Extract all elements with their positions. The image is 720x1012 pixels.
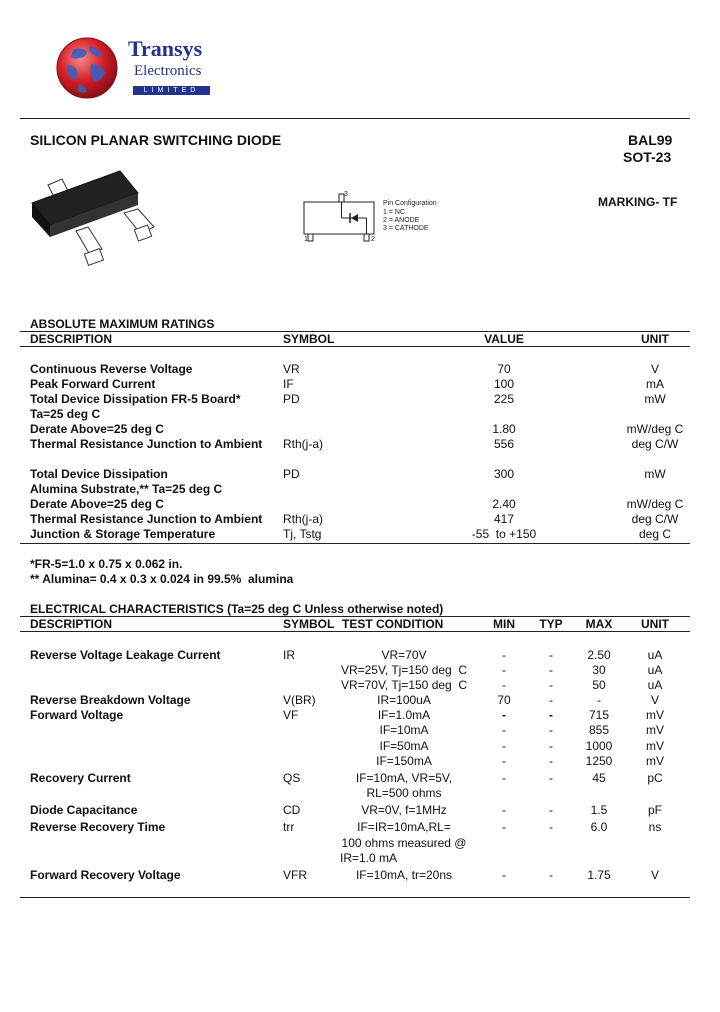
elec-row-typ: -: [549, 739, 553, 753]
elec-row-cond: IF=50mA: [379, 739, 429, 753]
elec-row-typ: -: [549, 771, 553, 785]
elec-row-max: 1.5: [590, 803, 608, 817]
abs-row-desc: Total Device Dissipation FR-5 Board*: [30, 392, 241, 406]
pin-config-heading: Pin Configuration: [383, 200, 437, 207]
abs-row-sym: PD: [283, 392, 300, 406]
elec-row-desc: Reverse Recovery Time: [30, 820, 166, 834]
elec-row-typ: -: [549, 820, 553, 834]
abs-col-symbol: SYMBOL: [283, 332, 335, 346]
brand-name: Transys: [128, 36, 203, 61]
elec-row-typ: -: [549, 868, 553, 882]
elec-row-desc: Diode Capacitance: [30, 803, 138, 817]
pin3-label: 3: [344, 191, 348, 198]
abs-row-val: 225: [493, 392, 515, 406]
elec-row-cond: IF=150mA: [376, 754, 432, 768]
abs-col-unit: UNIT: [641, 332, 669, 346]
elec-row-unit: V: [650, 868, 659, 882]
elec-row-max: 1.75: [587, 868, 611, 882]
elec-row-desc: Forward Voltage: [30, 708, 124, 722]
elec-row-max: 855: [588, 723, 610, 737]
abs-row-val: 1.80: [492, 422, 516, 436]
page-title: SILICON PLANAR SWITCHING DIODE: [30, 132, 282, 148]
elec-row-max: 1250: [585, 754, 613, 768]
elec-row-cond: IF=10mA: [379, 723, 429, 737]
elec-row-cond: IR=1.0 mA: [340, 851, 398, 865]
abs-row-val: 556: [493, 437, 515, 451]
sot23-package-icon: [28, 165, 158, 275]
elec-rule-header: [20, 631, 690, 632]
elec-row-cond: VR=25V, Tj=150 deg C: [340, 663, 468, 677]
abs-row-unit: V: [650, 362, 659, 376]
abs-row-sym: IF: [283, 377, 294, 391]
elec-row-typ: -: [549, 708, 553, 722]
elec-row-max: 50: [592, 678, 606, 692]
abs-row-desc: Ta=25 deg C: [30, 407, 101, 421]
abs-row-val: 100: [493, 377, 515, 391]
elec-col-symbol: SYMBOL: [283, 617, 335, 631]
elec-row-cond: IF=1.0mA: [377, 708, 431, 722]
abs-row-unit: deg C/W: [631, 512, 679, 526]
abs-row-sym: VR: [283, 362, 300, 376]
elec-row-min: -: [502, 648, 506, 662]
abs-col-value: VALUE: [484, 332, 524, 346]
elec-row-unit: ns: [648, 820, 662, 834]
package-name: SOT-23: [623, 149, 672, 165]
elec-row-cond: IF=IR=10mA,RL=: [357, 820, 451, 834]
abs-row-unit: mW: [644, 392, 666, 406]
elec-row-min: -: [502, 739, 506, 753]
abs-row-unit: mW/deg C: [626, 497, 684, 511]
elec-row-unit: pC: [647, 771, 663, 785]
elec-row-cond: VR=0V, f=1MHz: [361, 803, 447, 817]
elec-row-unit: mV: [646, 754, 664, 768]
abs-row-desc: Derate Above=25 deg C: [30, 422, 164, 436]
elec-row-min: -: [502, 820, 506, 834]
pin-diagram: [298, 190, 378, 246]
elec-row-cond: VR=70V: [381, 648, 427, 662]
elec-row-min: -: [502, 663, 506, 677]
abs-row-unit: deg C/W: [631, 437, 679, 451]
elec-row-unit: mV: [646, 723, 664, 737]
abs-max-rule-header: [20, 346, 690, 347]
footnote: ** Alumina= 0.4 x 0.3 x 0.024 in 99.5% alumina: [30, 572, 294, 586]
elec-row-min: -: [502, 708, 506, 722]
elec-row-typ: -: [549, 678, 553, 692]
elec-row-max: 6.0: [590, 820, 608, 834]
brand-tag: LIMITED: [133, 86, 210, 95]
elec-heading: ELECTRICAL CHARACTERISTICS (Ta=25 deg C Unless otherwise noted): [30, 602, 444, 616]
elec-row-desc: Recovery Current: [30, 771, 131, 785]
elec-row-min: -: [502, 771, 506, 785]
elec-row-cond: RL=500 ohms: [366, 786, 442, 800]
elec-row-min: -: [502, 868, 506, 882]
abs-row-desc: Derate Above=25 deg C: [30, 497, 164, 511]
elec-row-typ: -: [549, 723, 553, 737]
abs-row-desc: Total Device Dissipation: [30, 467, 168, 481]
abs-max-heading: ABSOLUTE MAXIMUM RATINGS: [30, 317, 215, 331]
elec-col-typ: TYP: [539, 617, 563, 631]
elec-row-max: -: [597, 693, 601, 707]
elec-row-sym: trr: [283, 820, 295, 834]
elec-row-desc: Reverse Breakdown Voltage: [30, 693, 191, 707]
abs-row-val: 2.40: [492, 497, 516, 511]
abs-row-unit: mW: [644, 467, 666, 481]
elec-rule-bottom: [20, 897, 690, 898]
elec-col-description: DESCRIPTION: [30, 617, 113, 631]
abs-row-unit: mW/deg C: [626, 422, 684, 436]
pin1-label: 1: [304, 236, 308, 243]
elec-row-unit: uA: [647, 678, 663, 692]
elec-row-min: -: [502, 803, 506, 817]
brand-sub: Electronics: [134, 63, 202, 79]
elec-row-unit: mV: [646, 708, 664, 722]
elec-col-unit: UNIT: [641, 617, 669, 631]
elec-row-unit: mV: [646, 739, 664, 753]
abs-row-val: 417: [493, 512, 515, 526]
abs-row-val: 300: [493, 467, 515, 481]
elec-row-desc: Reverse Voltage Leakage Current: [30, 648, 221, 662]
abs-row-sym: PD: [283, 467, 300, 481]
header-rule: [20, 118, 690, 119]
elec-row-unit: V: [650, 693, 659, 707]
marking-code: MARKING- TF: [598, 195, 678, 209]
elec-row-typ: -: [549, 754, 553, 768]
elec-row-unit: uA: [647, 663, 663, 677]
diode-schematic-icon: [298, 190, 378, 246]
abs-row-sym: Rth(j-a): [283, 512, 324, 526]
abs-row-desc: Junction & Storage Temperature: [30, 527, 216, 541]
pin-config-line: 3 = CATHODE: [383, 225, 429, 232]
elec-row-typ: -: [549, 648, 553, 662]
pin-config-line: 2 = ANODE: [383, 217, 420, 224]
abs-row-desc: Continuous Reverse Voltage: [30, 362, 193, 376]
abs-row-sym: Tj, Tstg: [283, 527, 322, 541]
globe-icon: [55, 36, 119, 100]
abs-row-desc: Thermal Resistance Junction to Ambient: [30, 437, 263, 451]
elec-row-min: -: [502, 754, 506, 768]
abs-row-val: 70: [497, 362, 511, 376]
pin2-label: 2: [371, 236, 375, 243]
elec-col-condition: TEST CONDITION: [342, 617, 444, 631]
abs-row-unit: deg C: [638, 527, 672, 541]
footnote: *FR-5=1.0 x 0.75 x 0.062 in.: [30, 557, 183, 571]
elec-row-sym: CD: [283, 803, 301, 817]
elec-row-cond: IF=10mA, tr=20ns: [355, 868, 453, 882]
elec-row-max: 45: [592, 771, 606, 785]
elec-row-unit: uA: [647, 648, 663, 662]
elec-col-min: MIN: [493, 617, 515, 631]
elec-row-typ: -: [549, 693, 553, 707]
elec-row-max: 1000: [585, 739, 613, 753]
elec-row-desc: Forward Recovery Voltage: [30, 868, 181, 882]
elec-row-cond: IR=100uA: [377, 693, 431, 707]
abs-max-rule-top: [20, 331, 690, 332]
abs-row-desc: Alumina Substrate,** Ta=25 deg C: [30, 482, 223, 496]
elec-row-cond: 100 ohms measured @: [341, 836, 467, 850]
elec-row-sym: IR: [283, 648, 295, 662]
abs-row-sym: Rth(j-a): [283, 437, 324, 451]
abs-col-description: DESCRIPTION: [30, 332, 113, 346]
elec-row-sym: VFR: [283, 868, 307, 882]
elec-row-max: 30: [592, 663, 606, 677]
part-number: BAL99: [628, 132, 673, 148]
abs-max-rule-bottom: [20, 543, 690, 544]
elec-row-sym: QS: [283, 771, 301, 785]
pin-config-line: 1 = NC: [383, 209, 405, 216]
elec-row-typ: -: [549, 663, 553, 677]
elec-row-typ: -: [549, 803, 553, 817]
elec-row-min: -: [502, 678, 506, 692]
elec-row-unit: pF: [647, 803, 662, 817]
package-image: [28, 165, 158, 275]
abs-row-desc: Thermal Resistance Junction to Ambient: [30, 512, 263, 526]
elec-row-min: 70: [497, 693, 511, 707]
elec-row-cond: IF=10mA, VR=5V,: [355, 771, 453, 785]
company-logo: [55, 36, 119, 100]
elec-row-max: 715: [588, 708, 610, 722]
abs-row-desc: Peak Forward Current: [30, 377, 156, 391]
elec-row-max: 2.50: [587, 648, 611, 662]
elec-row-cond: VR=70V, Tj=150 deg C: [340, 678, 468, 692]
elec-col-max: MAX: [585, 617, 613, 631]
elec-row-sym: VF: [283, 708, 299, 722]
abs-row-val: -55 to +150: [471, 527, 537, 541]
abs-row-unit: mA: [646, 377, 664, 391]
elec-row-min: -: [502, 723, 506, 737]
elec-row-sym: V(BR): [283, 693, 316, 707]
